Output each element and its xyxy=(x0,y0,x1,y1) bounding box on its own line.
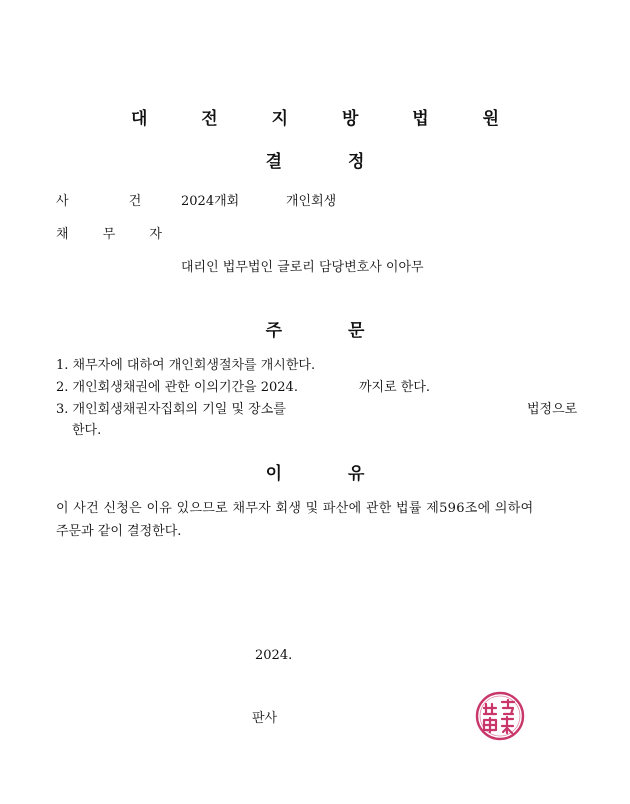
order-item-2: 2. 개인회생채권에 관한 이의기간을 2024. xyxy=(56,380,298,395)
debtor-label: 채 무 자 xyxy=(56,227,177,242)
document-type-title: 결 정 xyxy=(265,152,365,172)
reason-title: 이 유 xyxy=(265,464,365,484)
order-item-3-suffix: 법정으로 xyxy=(527,402,578,417)
case-type: 개인회생 xyxy=(286,194,337,209)
case-number: 2024개회 xyxy=(181,194,240,209)
reason-line-2: 주문과 같이 결정한다. xyxy=(56,524,182,539)
reason-line-1: 이 사건 신청은 이유 있으므로 채무자 회생 및 파산에 관한 법률 제596조에 의하여 xyxy=(56,501,534,516)
order-title: 주 문 xyxy=(265,321,365,341)
judge-seal-stamp-icon xyxy=(474,690,526,742)
order-item-1: 1. 채무자에 대하여 개인회생절차를 개시한다. xyxy=(56,358,316,373)
order-item-2-suffix: 까지로 한다. xyxy=(359,380,431,395)
judge-label: 판사 xyxy=(252,711,278,726)
debtor-representative: 대리인 법무법인 글로리 담당변호사 이아무 xyxy=(181,260,424,275)
case-label: 사 건 xyxy=(56,194,170,209)
decision-date: 2024. xyxy=(255,648,293,663)
court-name: 대 전 지 방 법 원 xyxy=(130,109,524,129)
order-item-3-continuation: 한다. xyxy=(72,423,102,438)
order-item-3: 3. 개인회생채권자집회의 기일 및 장소를 xyxy=(56,402,286,417)
